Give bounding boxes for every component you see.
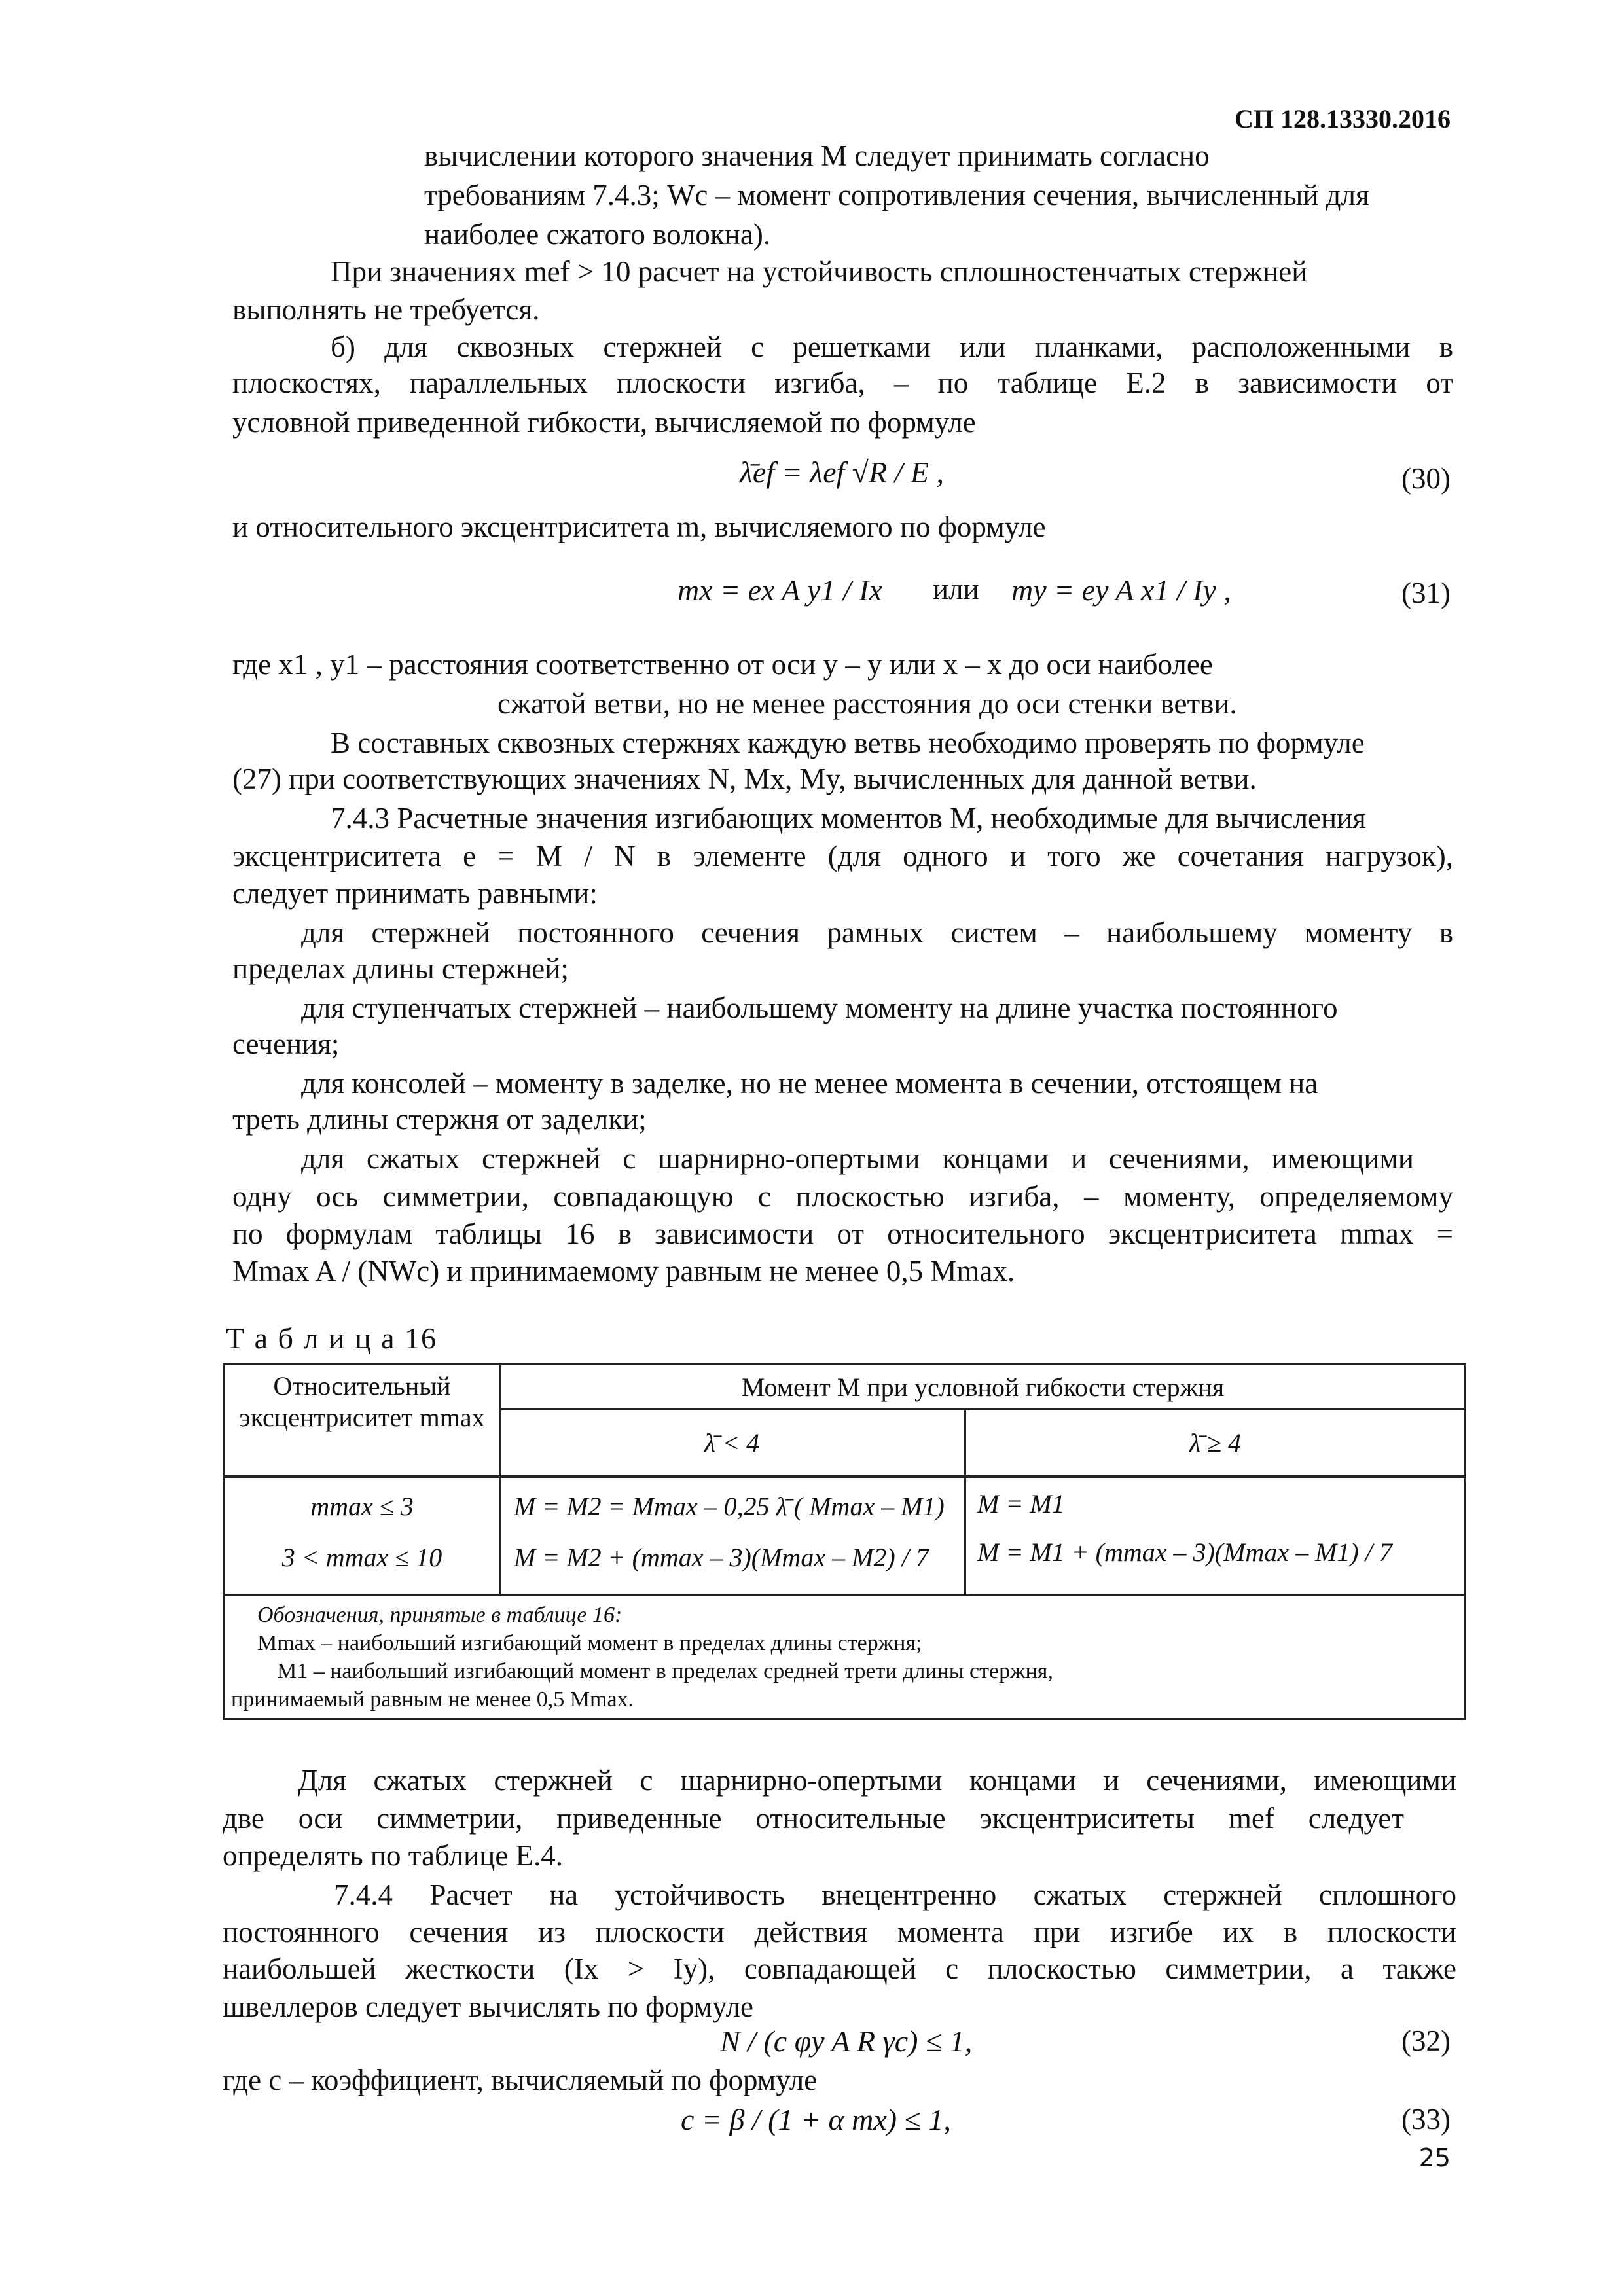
text-line: В составных сквозных стержнях каждую ветвь необходимо проверять по формуле	[331, 726, 1365, 759]
formula-number-33: (33)	[1401, 2103, 1451, 2136]
formula-31-left: mx = ex A y1 / Ix	[677, 573, 882, 607]
table-cell-condition: 3 < mmax ≤ 10	[281, 1543, 442, 1572]
text-line: вычислении которого значения M следует принимать согласно	[424, 139, 1210, 172]
formula-31-right: my = ey A x1 / Iy ,	[1011, 573, 1231, 607]
standard-header: СП 128.13330.2016	[1235, 104, 1451, 134]
text-line: где c – коэффициент, вычисляемый по формуле	[223, 2064, 818, 2096]
subheader-lambda-lt-4: λ̄ < 4	[704, 1428, 760, 1458]
section-744: 7.4.4 Расчет на устойчивость внецентренно сжатых стержней сплошного	[334, 1878, 1456, 1911]
text-line: выполнять не требуется.	[232, 293, 540, 326]
text-line: треть длины стержня от заделки;	[232, 1103, 647, 1136]
table-note: принимаемый равным не менее 0,5 Mmax.	[231, 1687, 634, 1712]
text-line: требованиям 7.4.3; Wc – момент сопротивления сечения, вычисленный для	[424, 179, 1369, 211]
page-number: 25	[1418, 2144, 1451, 2172]
section-743: 7.4.3 Расчетные значения изгибающих моментов M, необходимые для вычисления	[331, 802, 1366, 834]
text-line: наибольшей жесткости (Ix > Iy), совпадающей с плоскостью симметрии, а также	[223, 1952, 1456, 1985]
table-cell-formula: M = M2 = Mmax – 0,25 λ̄ ( Mmax – M1)	[514, 1492, 945, 1521]
text-line: для ступенчатых стержней – наибольшему моменту на длине участка постоянного	[301, 992, 1338, 1024]
table-note: Mmax – наибольший изгибающий момент в пределах длины стержня;	[257, 1631, 922, 1655]
text-line: наиболее сжатого волокна).	[424, 218, 771, 251]
table-16	[223, 1363, 1466, 1720]
subheader-lambda-ge-4: λ̄ ≥ 4	[1189, 1428, 1242, 1458]
formula-number-31: (31)	[1401, 577, 1451, 609]
table-note: M1 – наибольший изгибающий момент в пределах средней трети длины стержня,	[277, 1659, 1053, 1683]
text-line: (27) при соответствующих значениях N, Mx, My, вычисленных для данной ветви.	[232, 762, 1257, 795]
text-line: следует принимать равными:	[232, 877, 598, 910]
formula-31-or: или	[933, 573, 979, 605]
text-line: где x1 , y1 – расстояния соответственно от оси y – y или x – x до оси наиболее	[232, 648, 1213, 681]
formula-number-32: (32)	[1401, 2024, 1451, 2057]
text-line: определять по таблице Е.4.	[223, 1839, 564, 1872]
formula-30: λ̄ef = λef √R / E ,	[740, 456, 945, 489]
text-line: Для сжатых стержней с шарнирно-опертыми концами и сечениями, имеющими	[298, 1764, 1456, 1797]
table-cell-formula: M = M1	[977, 1489, 1065, 1518]
text-line: для стержней постоянного сечения рамных систем – наибольшему моменту в	[301, 916, 1453, 949]
header-eccentricity: Относительный эксцентриситет mmax	[239, 1371, 485, 1432]
text-line: При значениях mef > 10 расчет на устойчивость сплошностенчатых стержней	[331, 255, 1308, 288]
text-line: для сжатых стержней с шарнирно-опертыми концами и сечениями, имеющими	[301, 1142, 1414, 1175]
formula-32: N / (c φy A R γc) ≤ 1,	[720, 2024, 973, 2058]
text-line: по формулам таблицы 16 в зависимости от относительного эксцентриситета mmax =	[232, 1217, 1453, 1250]
text-line: эксцентриситета e = M / N в элементе (для одного и того же сочетания нагрузок),	[232, 840, 1453, 872]
text-line: плоскостях, параллельных плоскости изгиба, – по таблице Е.2 в зависимости от	[232, 367, 1453, 399]
formula-number-30: (30)	[1401, 462, 1451, 495]
table-notes-title: Обозначения, принятые в таблице 16:	[257, 1603, 623, 1627]
text-line: и относительного эксцентриситета m, вычисляемого по формуле	[232, 511, 1046, 543]
formula-33: c = β / (1 + α mx) ≤ 1,	[681, 2103, 951, 2136]
text-line: Mmax A / (NWc) и принимаемому равным не менее 0,5 Mmax.	[232, 1255, 1015, 1287]
text-line: две оси симметрии, приведенные относительные эксцентриситеты mef следует	[223, 1802, 1404, 1835]
text-line: одну ось симметрии, совпадающую с плоскостью изгиба, – моменту, определяемому	[232, 1180, 1453, 1213]
text-line: для консолей – моменту в заделке, но не менее момента в сечении, отстоящем на	[301, 1067, 1318, 1100]
text-line: сжатой ветви, но не менее расстояния до оси стенки ветви.	[497, 687, 1237, 720]
text-line: швеллеров следует вычислять по формуле	[223, 1990, 753, 2023]
table-cell-condition: mmax ≤ 3	[310, 1492, 414, 1521]
table-cell-formula: M = M1 + (mmax – 3)(Mmax – M1) / 7	[977, 1537, 1392, 1567]
text-line: постоянного сечения из плоскости действия момента при изгибе их в плоскости	[223, 1916, 1456, 1948]
header-moment: Момент M при условной гибкости стержня	[741, 1372, 1225, 1402]
text-line: условной приведенной гибкости, вычисляемой по формуле	[232, 406, 976, 439]
text-line: сечения;	[232, 1028, 340, 1060]
table-caption: Т а б л и ц а 16	[226, 1321, 438, 1355]
table-cell-formula: M = M2 + (mmax – 3)(Mmax – M2) / 7	[514, 1543, 929, 1572]
text-line: б) для сквозных стержней с решетками или планками, расположенными в	[331, 331, 1453, 363]
text-line: пределах длины стержней;	[232, 952, 569, 985]
